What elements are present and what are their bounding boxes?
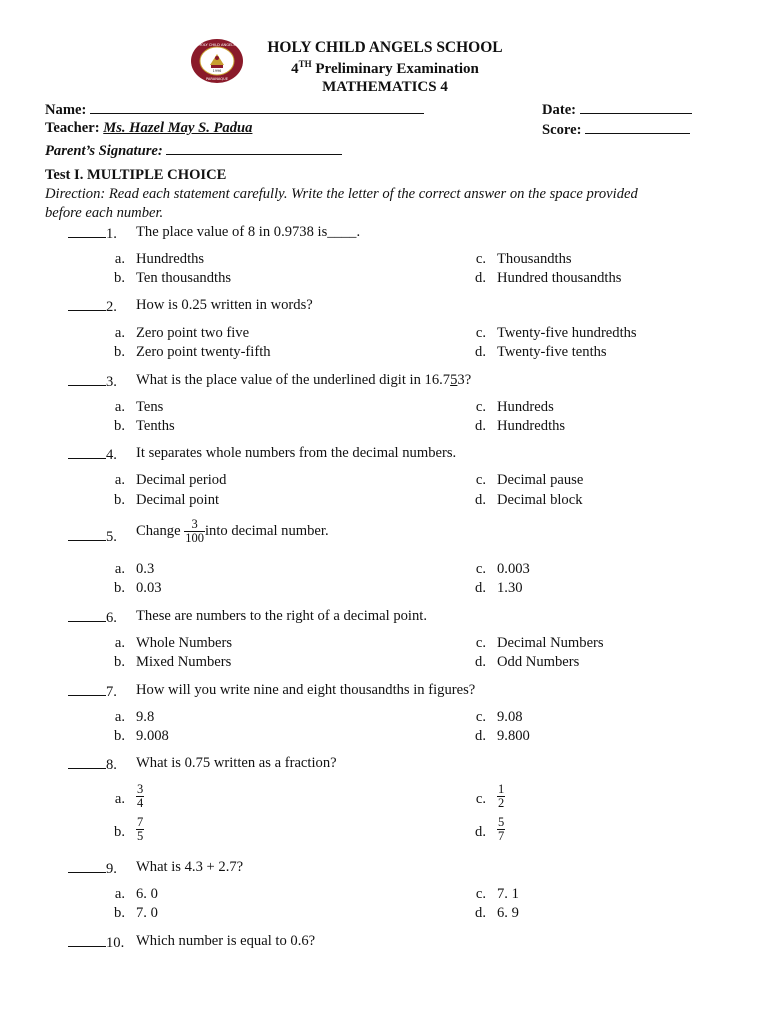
option-label-b: b. [114,418,125,434]
option-label-d: d. [475,728,486,744]
question-5-option-a: 0.3 [136,561,155,577]
question-1-option-c: Thousandths [497,251,572,267]
question-9-option-c: 7. 1 [497,886,519,902]
option-label-a: a. [114,709,125,725]
name-field[interactable] [45,100,424,119]
question-5-option-b: 0.03 [136,580,162,596]
question-7-option-b: 9.008 [136,728,169,744]
option-label-d: d. [475,270,486,286]
question-2-option-d: Twenty-five tenths [497,344,607,360]
question-6-option-b: Mixed Numbers [136,654,232,670]
option-label-b: b. [114,728,125,744]
question-2-option-a: Zero point two five [136,325,250,341]
question-8-answer[interactable]: 8. [68,755,117,774]
question-9-option-a: 6. 0 [136,886,158,902]
option-label-c: c. [475,561,486,577]
option-label-c: c. [475,886,486,902]
score-field[interactable] [542,120,690,139]
question-2-option-c: Twenty-five hundredths [497,325,637,341]
option-label-b: b. [114,270,125,286]
question-3-text: What is the place value of the underlined digit in 16.753? [136,372,472,388]
question-2-option-b: Zero point twenty-fifth [136,344,271,360]
question-8-option-b: $\frac{7}{5}$ [137,815,144,843]
question-3-option-a: Tens [136,399,164,415]
exam-title: 4TH Preliminary Examination [291,59,479,77]
question-9-answer[interactable]: 9. [68,859,117,878]
option-label-d: d. [475,344,486,360]
question-6-text: These are numbers to the right of a decimal point. [136,608,427,624]
question-1-option-b: Ten thousandths [136,270,232,286]
name-blank[interactable] [90,100,424,114]
option-label-a: a. [114,472,125,488]
svg-text:PARANAQUE: PARANAQUE [205,77,229,81]
question-4-option-c: Decimal pause [497,472,584,488]
direction-line-1: Direction: Read each statement carefully. Write the letter of the correct answer on the space provided [45,186,638,202]
question-3-option-d: Hundredths [497,418,566,434]
option-label-d: d. [475,492,486,508]
parent-signature-label: Parent’s Signature: [45,143,163,159]
question-6-option-c: Decimal Numbers [497,635,604,651]
question-3-option-c: Hundreds [497,399,554,415]
option-label-c: c. [475,399,486,415]
question-7-answer[interactable]: 7. [68,682,117,701]
question-10-text: Which number is equal to 0.6? [136,933,316,949]
question-5-text: Change $\frac{3}{100}$ into decimal number. [136,517,329,545]
option-label-c: c. [475,251,486,267]
question-4-option-d: Decimal block [497,492,583,508]
option-label-b: b. [114,344,125,360]
question-8-option-a: $\frac{3}{4}$ [137,782,144,810]
score-label: Score: [542,122,582,138]
question-9-option-d: 6. 9 [497,905,519,921]
question-7-option-c: 9.08 [497,709,523,725]
svg-text:1996: 1996 [212,69,222,73]
question-7-text: How will you write nine and eight thousandths in figures? [136,682,476,698]
question-6-option-a: Whole Numbers [136,635,233,651]
option-label-a: a. [114,399,125,415]
teacher-label: Teacher: [45,120,100,136]
option-label-a: a. [114,886,125,902]
date-blank[interactable] [580,100,692,114]
question-6-answer[interactable]: 6. [68,608,117,627]
option-label-b: b. [114,580,125,596]
test-title: Test I. MULTIPLE CHOICE [45,167,227,183]
question-7-option-d: 9.800 [497,728,530,744]
question-2-text: How is 0.25 written in words? [136,297,313,313]
question-1-option-d: Hundred thousandths [497,270,622,286]
question-1-text: The place value of 8 in 0.9738 is____. [136,224,361,240]
option-label-b: b. [114,824,125,840]
option-label-a: a. [114,791,125,807]
question-8-option-d: $\frac{5}{7}$ [498,815,505,843]
direction-line-2: before each number. [45,205,164,221]
date-label: Date: [542,102,577,118]
option-label-d: d. [475,905,486,921]
option-label-b: b. [114,905,125,921]
option-label-c: c. [475,791,486,807]
question-1-answer[interactable]: 1. [68,224,117,243]
svg-text:HOLY CHILD ANGELS: HOLY CHILD ANGELS [198,43,236,47]
question-10-answer[interactable]: 10. [68,933,124,952]
question-5-fraction: $\frac{3}{100}$ [185,517,204,545]
option-label-d: d. [475,654,486,670]
question-3-answer[interactable]: 3. [68,372,117,391]
question-9-option-b: 7. 0 [136,905,158,921]
score-blank[interactable] [585,120,690,134]
question-6-option-d: Odd Numbers [497,654,580,670]
subject-title: MATHEMATICS 4 [322,79,448,95]
question-9-text: What is 4.3 + 2.7? [136,859,244,875]
teacher-line [45,120,252,137]
question-5-option-c: 0.003 [497,561,530,577]
date-field[interactable] [542,100,692,119]
option-label-d: d. [475,824,486,840]
question-4-answer[interactable]: 4. [68,445,117,464]
option-label-a: a. [114,561,125,577]
parent-signature-blank[interactable] [166,141,342,155]
option-label-c: c. [475,472,486,488]
option-label-a: a. [114,251,125,267]
parent-signature-field[interactable] [45,141,342,160]
question-5-answer[interactable]: 5. [68,527,117,546]
option-label-a: a. [114,325,125,341]
option-label-d: d. [475,580,486,596]
question-8-text: What is 0.75 written as a fraction? [136,755,337,771]
school-name: HOLY CHILD ANGELS SCHOOL [267,39,503,56]
option-label-b: b. [114,492,125,508]
name-label: Name: [45,102,87,118]
teacher-name: Ms. Hazel May S. Padua [103,120,253,136]
question-7-option-a: 9.8 [136,709,155,725]
question-4-option-b: Decimal point [136,492,220,508]
option-label-a: a. [114,635,125,651]
question-8-option-c: $\frac{1}{2}$ [498,782,505,810]
option-label-c: c. [475,709,486,725]
question-5-option-d: 1.30 [497,580,523,596]
option-label-d: d. [475,418,486,434]
option-label-c: c. [475,325,486,341]
question-4-text: It separates whole numbers from the decimal numbers. [136,445,457,461]
question-1-option-a: Hundredths [136,251,205,267]
question-3-option-b: Tenths [136,418,175,434]
option-label-b: b. [114,654,125,670]
question-4-option-a: Decimal period [136,472,227,488]
option-label-c: c. [475,635,486,651]
question-2-answer[interactable]: 2. [68,297,117,316]
